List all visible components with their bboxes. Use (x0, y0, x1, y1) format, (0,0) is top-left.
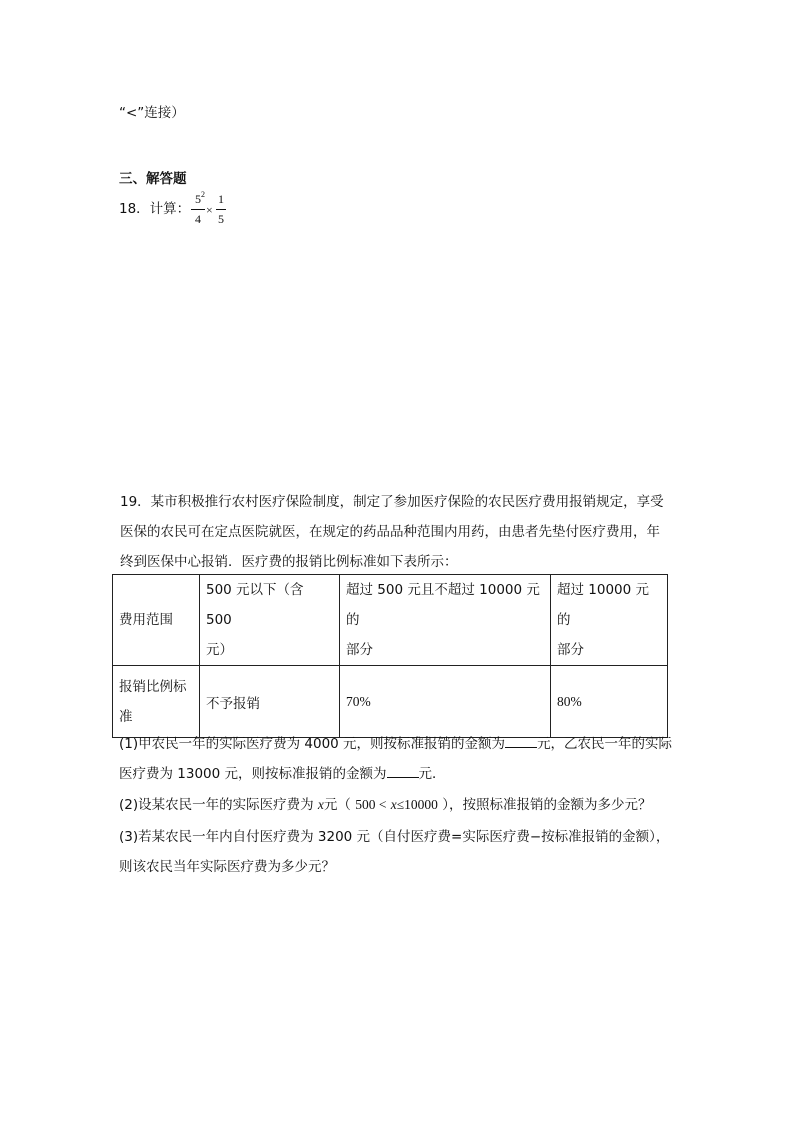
row-label-line-1: 报销比例标 (119, 678, 187, 695)
header-range-2-line-1: 超过 500 元且不超过 10000 元的 (346, 582, 540, 628)
q19-part3-line-2: 则该农民当年实际医疗费为多少元？ (119, 859, 335, 875)
part1-text-b: 元，乙农民一年的实际 (537, 736, 673, 752)
rate-value-1: 不予报销 (206, 695, 260, 712)
rate-cell-2 (340, 666, 551, 738)
fraction-1-bar (191, 209, 205, 210)
range-upper: ≤10000 (396, 797, 438, 812)
row-label-line-2: 准 (119, 708, 133, 725)
q19-intro-line-2: 医保的农民可在定点医院就医，在规定的药品品种范围内用药，由患者先垫付医疗费用，年 (120, 524, 660, 540)
table-rate-row (113, 666, 668, 738)
q19-part3-line-1: (3)若某农民一年内自付医疗费为 3200 元（自付医疗费=实际医疗费−按标准报销的金额）， (119, 829, 670, 845)
part2-text-c: ），按照标准报销的金额为多少元？ (442, 797, 652, 813)
range-variable-x: x (390, 797, 397, 812)
rate-value-3: 80% (557, 693, 582, 709)
rate-cell-1 (200, 666, 340, 738)
section-title: 三、解答题 (119, 171, 187, 187)
header-range-1-line-1: 500 元以下（含 500 (206, 582, 304, 628)
q19-intro-line-3: 终到医保中心报销．医疗费的报销比例标准如下表所示： (120, 554, 458, 570)
part2-variable-x: x (317, 797, 324, 812)
numerator-exponent: 2 (201, 190, 205, 199)
numerator-base: 5 (195, 192, 201, 206)
fraction-2-numerator: 1 (218, 192, 224, 206)
part1-text-c: 医疗费为 13000 元，则按标准报销的金额为 (119, 766, 387, 782)
header-range-2-line-2: 部分 (346, 642, 373, 658)
fraction-2-bar (216, 209, 226, 210)
rate-cell-3 (551, 666, 668, 738)
fraction-2-denominator: 5 (218, 212, 224, 226)
previous-question-tail: “<”连接） (119, 105, 185, 121)
q19-intro-line-1: 19．某市积极推行农村医疗保险制度，制定了参加医疗保险的农民医疗费用报销规定，享受 (120, 494, 664, 510)
range-lower: 500 < (355, 797, 387, 812)
header-range-3-line-1: 超过 10000 元的 (557, 582, 650, 628)
row-label-cell (113, 666, 200, 738)
q18-fraction-2 (216, 192, 226, 230)
q19-part2 (119, 793, 651, 813)
q18-fraction-1 (191, 192, 205, 230)
q19-part1-line-2 (119, 762, 446, 782)
q19-part1-line-1 (119, 732, 672, 752)
header-range-1-line-2: 元） (206, 642, 233, 658)
q18-label: 18．计算： (119, 201, 191, 217)
header-label-cell (113, 575, 200, 666)
header-range-3-cell (551, 575, 668, 666)
answer-blank-2[interactable] (387, 765, 419, 778)
table-header-row (113, 575, 668, 666)
reimbursement-table (112, 574, 668, 738)
header-label-text: 费用范围 (119, 612, 173, 628)
header-range-2-cell (340, 575, 551, 666)
fraction-1-denominator: 4 (195, 212, 201, 226)
part2-text-a: (2)设某农民一年的实际医疗费为 (119, 797, 314, 813)
header-range-3-line-2: 部分 (557, 642, 584, 658)
header-range-1-cell (200, 575, 340, 666)
rate-value-2: 70% (346, 693, 371, 709)
answer-blank-1[interactable] (505, 735, 537, 748)
part1-text-d: 元． (418, 766, 446, 782)
times-sign: × (206, 203, 213, 217)
part1-text-a: (1)甲农民一年的实际医疗费为 4000 元，则按标准报销的金额为 (119, 736, 506, 752)
part2-text-b: 元（ (323, 797, 351, 813)
fraction-1-numerator (191, 192, 205, 207)
